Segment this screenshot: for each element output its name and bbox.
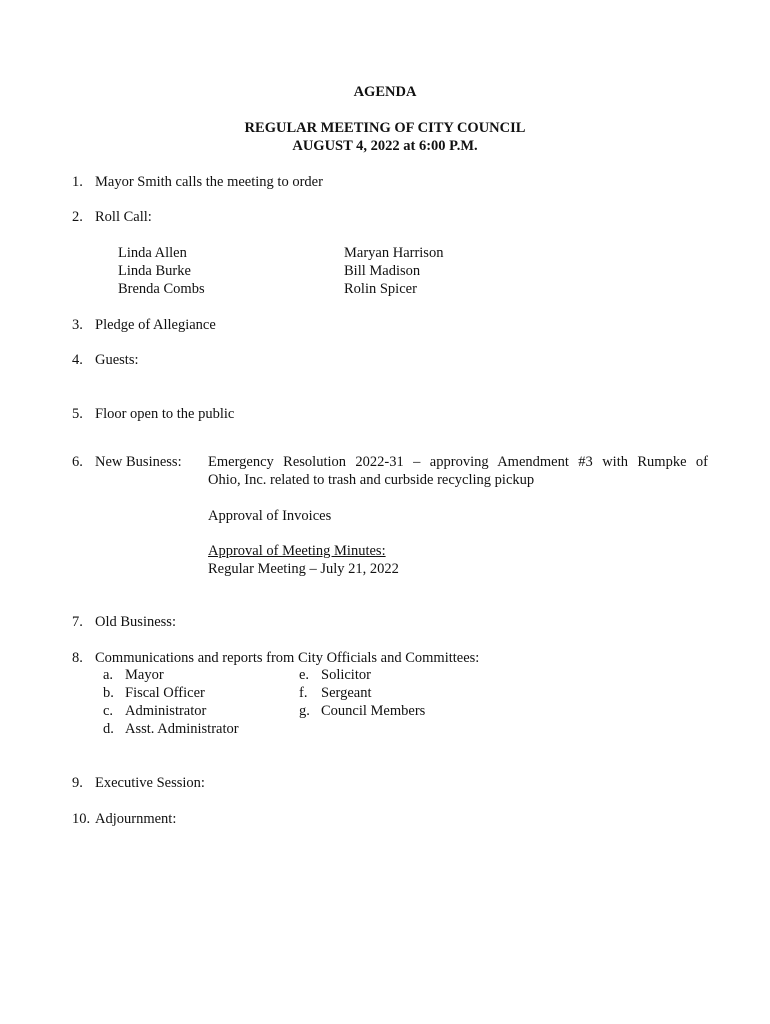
resolution-line-2: Ohio, Inc. related to trash and curbside recycling pickup bbox=[208, 472, 535, 488]
item-executive-session: Executive Session: bbox=[95, 775, 205, 791]
roll-call-name: Bill Madison bbox=[344, 263, 421, 279]
item-guests: Guests: bbox=[95, 352, 139, 368]
report-letter: b. bbox=[103, 685, 114, 701]
report-administrator: Administrator bbox=[125, 703, 207, 719]
item-number: 4. bbox=[72, 352, 83, 368]
report-letter: g. bbox=[299, 703, 310, 719]
report-fiscal-officer: Fiscal Officer bbox=[125, 685, 205, 701]
item-communications: Communications and reports from City Officials and Committees: bbox=[95, 650, 480, 666]
item-number: 3. bbox=[72, 317, 83, 333]
item-new-business: New Business: bbox=[95, 454, 182, 470]
item-floor-open: Floor open to the public bbox=[95, 406, 235, 422]
report-mayor: Mayor bbox=[125, 667, 164, 683]
roll-call-name: Linda Burke bbox=[118, 263, 191, 279]
report-council-members: Council Members bbox=[321, 703, 426, 719]
item-number: 8. bbox=[72, 650, 83, 666]
item-call-to-order: Mayor Smith calls the meeting to order bbox=[95, 174, 323, 190]
item-number: 10. bbox=[72, 811, 91, 827]
item-number: 7. bbox=[72, 614, 83, 630]
minutes-regular-meeting: Regular Meeting – July 21, 2022 bbox=[208, 561, 399, 577]
report-letter: a. bbox=[103, 667, 114, 683]
report-letter: e. bbox=[299, 667, 310, 683]
approval-invoices: Approval of Invoices bbox=[208, 508, 332, 524]
item-pledge: Pledge of Allegiance bbox=[95, 317, 216, 333]
report-sergeant: Sergeant bbox=[321, 685, 372, 701]
roll-call-name: Rolin Spicer bbox=[344, 281, 417, 297]
resolution-line-1: Emergency Resolution 2022-31 – approving Amendment #3 with Rumpke of bbox=[208, 454, 708, 470]
agenda-title: AGENDA bbox=[353, 84, 417, 100]
report-letter: f. bbox=[299, 685, 308, 701]
item-number: 9. bbox=[72, 775, 83, 791]
report-letter: d. bbox=[103, 721, 114, 737]
roll-call-name: Maryan Harrison bbox=[344, 245, 444, 261]
item-number: 2. bbox=[72, 209, 83, 225]
item-old-business: Old Business: bbox=[95, 614, 176, 630]
item-number: 5. bbox=[72, 406, 83, 422]
item-number: 6. bbox=[72, 454, 83, 470]
item-number: 1. bbox=[72, 174, 83, 190]
item-adjournment: Adjournment: bbox=[95, 811, 177, 827]
meeting-date: AUGUST 4, 2022 at 6:00 P.M. bbox=[292, 138, 478, 154]
report-letter: c. bbox=[103, 703, 114, 719]
item-roll-call: Roll Call: bbox=[95, 209, 152, 225]
report-asst-administrator: Asst. Administrator bbox=[125, 721, 239, 737]
meeting-title: REGULAR MEETING OF CITY COUNCIL bbox=[244, 120, 526, 136]
roll-call-name: Linda Allen bbox=[118, 245, 187, 261]
roll-call-name: Brenda Combs bbox=[118, 281, 205, 297]
report-solicitor: Solicitor bbox=[321, 667, 371, 683]
approval-minutes-heading: Approval of Meeting Minutes: bbox=[208, 543, 386, 559]
